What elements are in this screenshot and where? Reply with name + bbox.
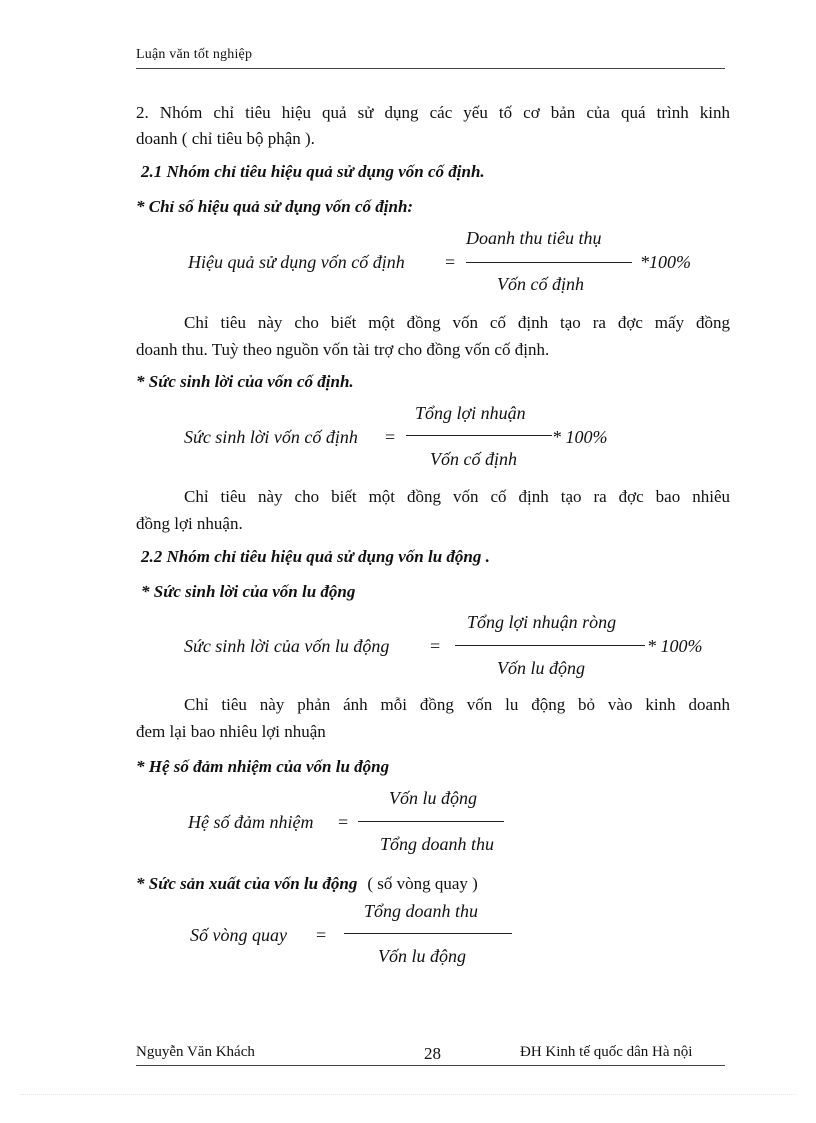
footer-author: Nguyễn Văn Khách: [136, 1044, 255, 1060]
formula-4-denominator: Tổng doanh thu: [380, 834, 495, 854]
formula-1-fraction-bar: [466, 262, 632, 263]
item-working-capital-ratio-title: * Hệ số đảm nhiệm của vốn lu động: [136, 757, 390, 776]
page-bottom-dotted-border: [20, 1094, 796, 1095]
formula-4-equals: =: [338, 812, 349, 832]
intro-line-1: 2. Nhóm chỉ tiêu hiệu quả sử dụng các yếu tố cơ bản của quá trình kinh: [136, 103, 730, 122]
formula-2-denominator: Vốn cố định: [430, 449, 517, 469]
footer-institution: ĐH Kinh tế quốc dân Hà nội: [520, 1044, 693, 1060]
formula-2-fraction-bar: [406, 435, 552, 436]
item-3-desc-line-2: đem lại bao nhiêu lợi nhuận: [136, 722, 326, 741]
intro-line-2: doanh ( chỉ tiêu bộ phận ).: [136, 129, 315, 148]
header-rule: [136, 68, 725, 69]
item-1-desc-line-2: doanh thu. Tuỳ theo nguồn vốn tài trợ cho đồng vốn cố định.: [136, 340, 550, 359]
item-3-desc-line-1: Chỉ tiêu này phản ánh mỗi đồng vốn lu động bỏ vào kinh doanh: [184, 695, 730, 714]
footer-rule: [136, 1065, 725, 1066]
item-working-capital-output-title-suffix: ( số vòng quay ): [367, 874, 478, 893]
formula-1-denominator: Vốn cố định: [497, 274, 584, 294]
formula-2-lhs: Sức sinh lời vốn cố định: [184, 427, 358, 447]
item-working-capital-output-title-row: [136, 870, 478, 898]
formula-5-denominator: Vốn lu động: [378, 946, 466, 966]
section-2-1-heading: 2.1 Nhóm chỉ tiêu hiệu quả sử dụng vốn cố định.: [141, 162, 485, 181]
item-fixed-capital-efficiency-title: * Chỉ số hiệu quả sử dụng vốn cố định:: [136, 197, 414, 216]
formula-4-fraction-bar: [358, 821, 504, 822]
formula-5-fraction-bar: [344, 933, 512, 934]
item-2-desc-line-1: Chỉ tiêu này cho biết một đồng vốn cố định tạo ra đợc bao nhiêu: [184, 487, 730, 506]
formula-2-suffix: * 100%: [552, 427, 608, 447]
formula-4-lhs: Hệ số đảm nhiệm: [188, 812, 314, 832]
formula-2-numerator: Tổng lợi nhuận: [415, 403, 526, 423]
item-working-capital-output-title: * Sức sản xuất của vốn lu động: [136, 874, 358, 893]
formula-4-numerator: Vốn lu động: [389, 788, 477, 808]
section-2-2-heading: 2.2 Nhóm chỉ tiêu hiệu quả sử dụng vốn lu động .: [141, 547, 490, 566]
item-fixed-capital-profitability-title: * Sức sinh lời của vốn cố định.: [136, 372, 354, 391]
formula-5-equals: =: [316, 925, 327, 945]
formula-3-fraction-bar: [455, 645, 645, 646]
item-1-desc-line-1: Chỉ tiêu này cho biết một đồng vốn cố định tạo ra đợc mấy đồng: [184, 313, 730, 332]
formula-3-numerator: Tổng lợi nhuận ròng: [467, 612, 617, 632]
formula-3-denominator: Vốn lu động: [497, 658, 585, 678]
formula-5-lhs: Số vòng quay: [190, 925, 287, 945]
page-header-title: Luận văn tốt nghiệp: [136, 47, 253, 62]
footer-page-number: 28: [424, 1044, 441, 1063]
formula-1-lhs: Hiệu quả sử dụng vốn cố định: [188, 252, 405, 272]
formula-1-suffix: *100%: [640, 252, 691, 272]
formula-3-equals: =: [430, 636, 441, 656]
formula-1-numerator: Doanh thu tiêu thụ: [466, 228, 602, 248]
item-2-desc-line-2: đồng lợi nhuận.: [136, 514, 243, 533]
formula-2-equals: =: [385, 427, 396, 447]
formula-5-numerator: Tổng doanh thu: [364, 901, 479, 921]
formula-3-suffix: * 100%: [647, 636, 703, 656]
item-working-capital-profitability-title: * Sức sinh lời của vốn lu động: [141, 582, 356, 601]
formula-3-lhs: Sức sinh lời của vốn lu động: [184, 636, 390, 656]
formula-1-equals: =: [445, 252, 456, 272]
